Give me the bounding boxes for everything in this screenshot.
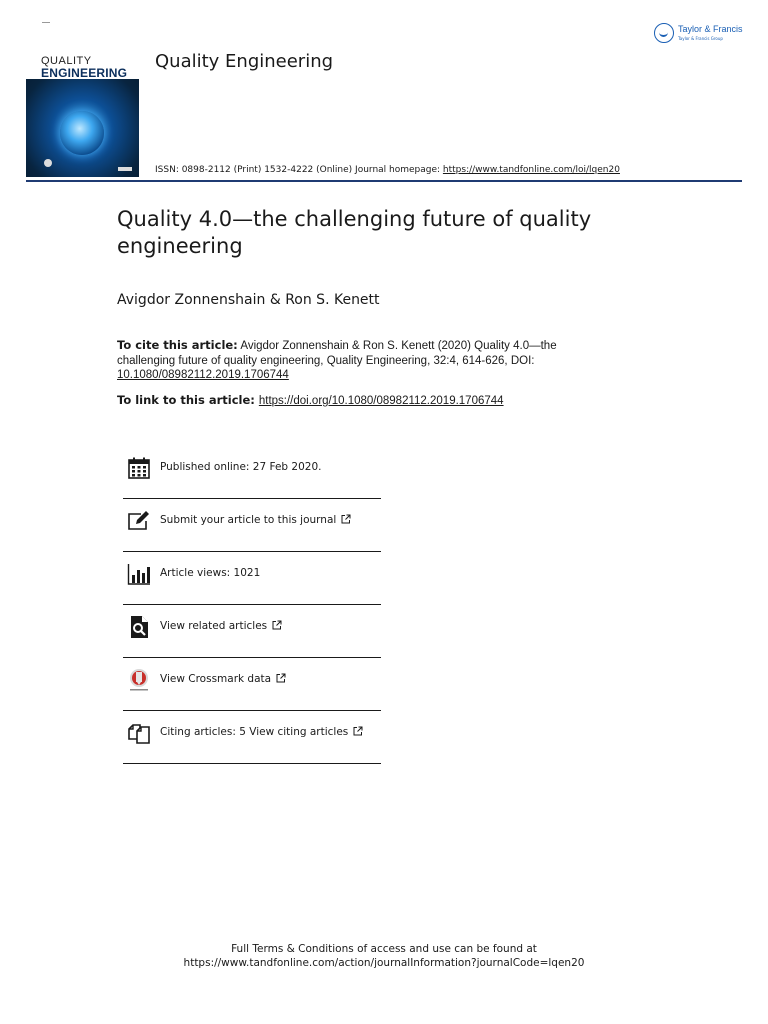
- issn-line: [155, 165, 620, 175]
- issn-text: ISSN: 0898-2112 (Print) 1532-4222 (Online) Journal homepage:: [155, 165, 443, 175]
- cover-publisher-mark: [44, 159, 52, 167]
- external-link-icon: [272, 620, 282, 630]
- footer-terms: [0, 942, 768, 970]
- cite-doi-link[interactable]: 10.1080/08982112.2019.1706744: [117, 369, 289, 381]
- publisher-group: Taylor & Francis Group: [678, 36, 723, 41]
- journal-title: Quality Engineering: [155, 51, 334, 72]
- cover-barcode-mark: [118, 167, 132, 171]
- cite-label: To cite this article:: [117, 338, 238, 352]
- crossmark-link[interactable]: View Crossmark data: [160, 673, 272, 685]
- globe-graphic: [60, 111, 104, 155]
- article-views-row: [123, 552, 381, 605]
- article-doi-link[interactable]: https://doi.org/10.1080/08982112.2019.1706744: [258, 395, 504, 407]
- citing-icon: [127, 721, 151, 745]
- published-row: [123, 446, 381, 499]
- article-info-list: [123, 446, 381, 764]
- external-link-icon: [341, 514, 351, 524]
- article-views: Article views: 1021: [160, 567, 261, 579]
- link-label: To link to this article:: [117, 393, 255, 407]
- cover-title-line1: QUALITY: [41, 55, 92, 67]
- journal-homepage-link[interactable]: https://www.tandfonline.com/loi/lqen20: [442, 165, 620, 175]
- article-title: Quality 4.0—the challenging future of quality engineering: [117, 207, 592, 258]
- crossmark-row[interactable]: [123, 658, 381, 711]
- bar-chart-icon: [127, 562, 151, 586]
- submit-article-row[interactable]: [123, 499, 381, 552]
- edit-icon: [127, 509, 151, 533]
- publisher-name: Taylor & Francis: [678, 24, 743, 34]
- external-link-icon: [353, 726, 363, 736]
- published-date: Published online: 27 Feb 2020.: [160, 461, 322, 473]
- submit-article-link[interactable]: Submit your article to this journal: [160, 514, 337, 526]
- cite-text: Avigdor Zonnenshain & Ron S. Kenett (2020) Quality 4.0—the challenging future of quality engineering, Quality Engineering, 32:4, 614-626, DOI:: [117, 340, 557, 367]
- taylor-francis-logo[interactable]: [654, 22, 746, 46]
- related-articles-link[interactable]: View related articles: [160, 620, 268, 632]
- tf-circle-icon: [654, 23, 674, 43]
- citing-articles-link[interactable]: Citing articles: 5 View citing articles: [160, 726, 349, 738]
- citing-articles-row[interactable]: [123, 711, 381, 764]
- search-document-icon: [127, 615, 151, 639]
- calendar-icon: [127, 456, 151, 480]
- journal-cover-image: [26, 49, 139, 177]
- external-link-icon: [276, 673, 286, 683]
- related-articles-row[interactable]: [123, 605, 381, 658]
- header-rule: [26, 180, 742, 182]
- link-line: [117, 393, 504, 407]
- citation-block: [117, 338, 587, 383]
- cover-title-line2: ENGINEERING: [41, 66, 128, 80]
- crossmark-icon: [127, 668, 151, 692]
- article-authors: Avigdor Zonnenshain & Ron S. Kenett: [117, 292, 380, 308]
- footer-line1: Full Terms & Conditions of access and use can be found at: [231, 943, 537, 955]
- footer-terms-link[interactable]: https://www.tandfonline.com/action/journalInformation?journalCode=lqen20: [183, 957, 585, 969]
- page-mark: [42, 22, 50, 23]
